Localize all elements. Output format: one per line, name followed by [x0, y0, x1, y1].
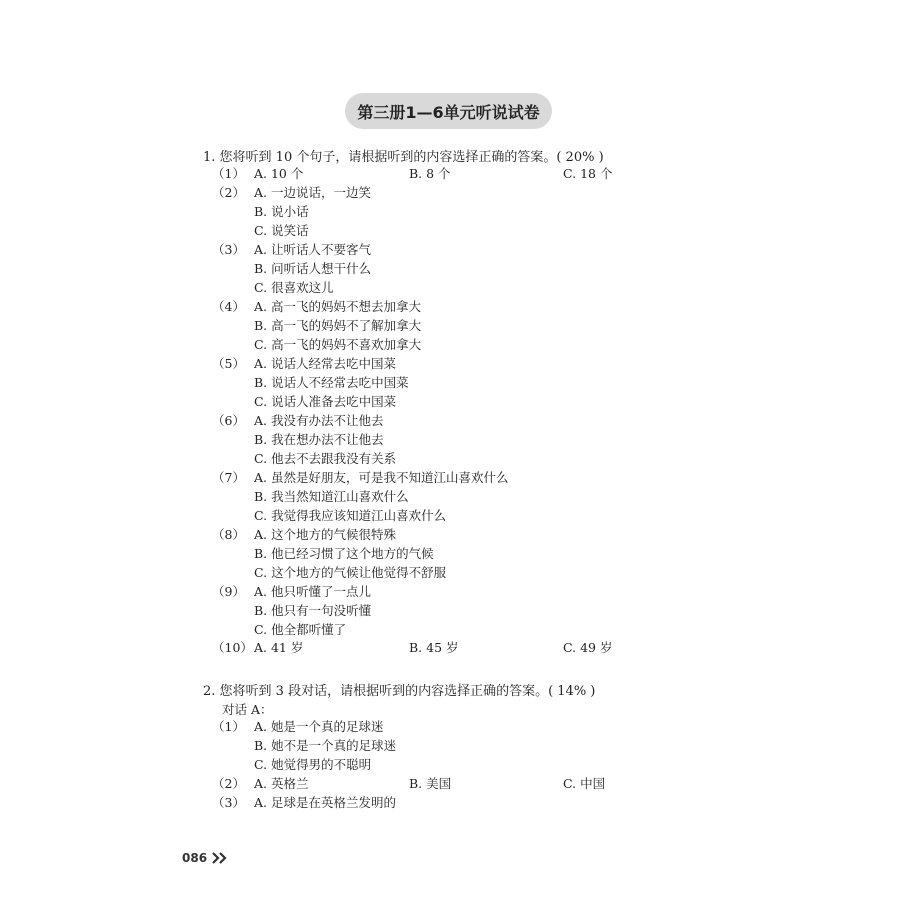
question-number: （9） — [212, 584, 245, 599]
option-a: A. 我没有办法不让他去 — [254, 413, 384, 428]
page-title: 第三册1—6单元听说试卷 — [345, 93, 552, 129]
option-c: C. 说话人准备去吃中国菜 — [254, 394, 397, 409]
question-number: （3） — [212, 242, 245, 257]
option-a: A. 高一飞的妈妈不想去加拿大 — [254, 299, 421, 314]
option-a: A. 这个地方的气候很特殊 — [254, 527, 396, 542]
option-a: A. 英格兰 — [254, 776, 309, 791]
option-c: C. 很喜欢这儿 — [254, 280, 334, 295]
double-chevron-right-icon — [211, 852, 229, 864]
page-number — [182, 851, 229, 865]
question-number: （3） — [212, 795, 245, 810]
option-a: A. 足球是在英格兰发明的 — [254, 795, 396, 810]
option-a: A. 虽然是好朋友，可是我不知道江山喜欢什么 — [254, 470, 509, 485]
option-c: C. 他去不去跟我没有关系 — [254, 451, 397, 466]
option-c: C. 他全都听懂了 — [254, 622, 347, 637]
question-number: （7） — [212, 470, 245, 485]
option-b: B. 说话人不经常去吃中国菜 — [254, 375, 409, 390]
option-c: C. 高一飞的妈妈不喜欢加拿大 — [254, 337, 422, 352]
question-number: （2） — [212, 776, 245, 791]
option-b: B. 问听话人想干什么 — [254, 261, 372, 276]
option-a: A. 他只听懂了一点儿 — [254, 584, 371, 599]
option-b: B. 我在想办法不让他去 — [254, 432, 384, 447]
section-2-heading: 2. 您将听到 3 段对话，请根据听到的内容选择正确的答案。( 14% ) — [203, 684, 596, 699]
option-c: C. 18 个 — [563, 166, 613, 181]
option-c: C. 中国 — [563, 776, 606, 791]
question-number: （4） — [212, 299, 245, 314]
option-b: B. 她不是一个真的足球迷 — [254, 738, 397, 753]
question-number: （10） — [212, 640, 253, 655]
option-a: A. 41 岁 — [254, 640, 304, 655]
option-b: B. 美国 — [409, 776, 452, 791]
option-c: C. 她觉得男的不聪明 — [254, 757, 372, 772]
option-c: C. 说笑话 — [254, 223, 309, 238]
option-b: B. 他已经习惯了这个地方的气候 — [254, 546, 434, 561]
option-b: B. 高一飞的妈妈不了解加拿大 — [254, 318, 422, 333]
option-b: B. 我当然知道江山喜欢什么 — [254, 489, 409, 504]
question-number: （1） — [212, 719, 245, 734]
option-a: A. 10 个 — [254, 166, 304, 181]
option-b: B. 他只有一句没听懂 — [254, 603, 372, 618]
section-1-heading: 1. 您将听到 10 个句子，请根据听到的内容选择正确的答案。( 20% ) — [203, 150, 604, 165]
dialog-label: 对话 A： — [222, 702, 273, 717]
option-b: B. 8 个 — [409, 166, 451, 181]
option-c: C. 49 岁 — [563, 640, 613, 655]
option-a: A. 她是一个真的足球迷 — [254, 719, 384, 734]
page-number-text: 086 — [182, 851, 208, 865]
option-a: A. 一边说话，一边笑 — [254, 185, 371, 200]
option-b: B. 45 岁 — [409, 640, 459, 655]
question-number: （6） — [212, 413, 245, 428]
option-a: A. 让听话人不要客气 — [254, 242, 371, 257]
option-b: B. 说小话 — [254, 204, 309, 219]
option-a: A. 说话人经常去吃中国菜 — [254, 356, 396, 371]
option-c: C. 这个地方的气候让他觉得不舒服 — [254, 565, 447, 580]
option-c: C. 我觉得我应该知道江山喜欢什么 — [254, 508, 447, 523]
question-number: （2） — [212, 185, 245, 200]
question-number: （8） — [212, 527, 245, 542]
question-number: （1） — [212, 166, 245, 181]
question-number: （5） — [212, 356, 245, 371]
